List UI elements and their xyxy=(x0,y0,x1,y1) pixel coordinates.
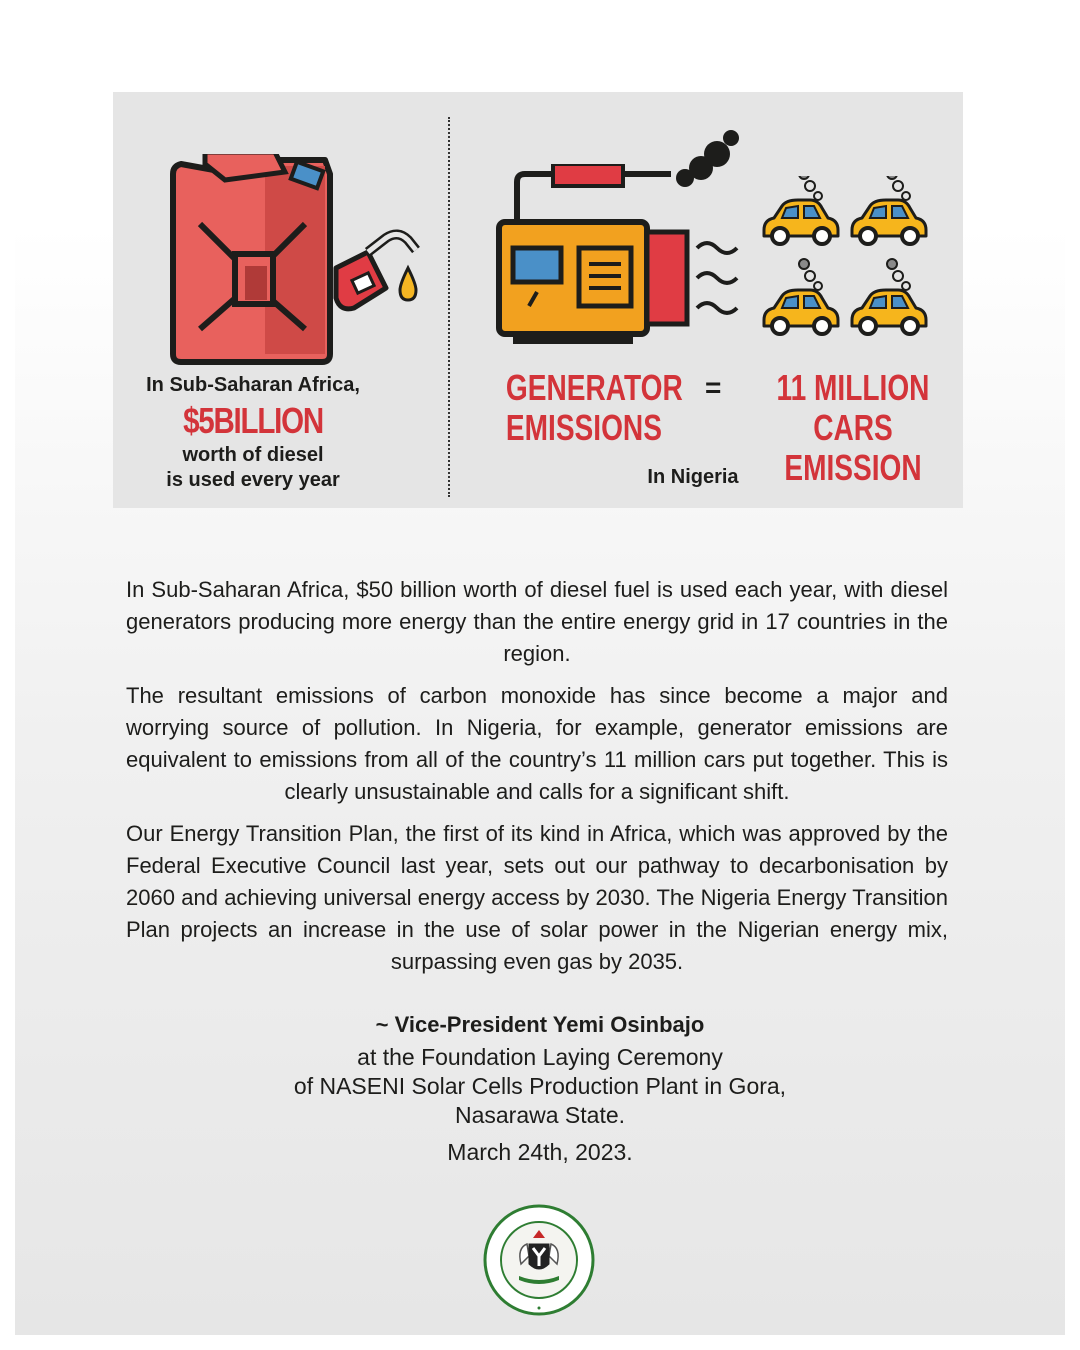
paragraph-3: Our Energy Transition Plan, the first of its kind in Africa, which was approved by the Federal Executive Council last year, sets out our pathway to decarbonisation by 2060 and achieving universal energy access by 2030. The Nigeria Energy Transition Plan projects an increase in the use of solar power in the Nigerian energy mix, surpassing even gas by 2035. xyxy=(126,821,948,974)
generator-label-line2: EMISSIONS xyxy=(505,407,662,448)
emission-waves-icon xyxy=(693,238,741,318)
diesel-caption-line4: is used every year xyxy=(166,469,340,491)
vice-president-seal-icon xyxy=(483,1204,595,1316)
event-date: March 24th, 2023. xyxy=(447,1139,633,1165)
car-icon xyxy=(764,176,838,244)
car-icon xyxy=(764,259,838,334)
cars-group-icon xyxy=(758,176,938,346)
event-line3: Nasarawa State. xyxy=(454,1102,626,1128)
cars-emission-label xyxy=(759,368,946,488)
speaker-name: ~ Vice-President Yemi Osinbajo xyxy=(375,1012,705,1037)
cars-label-line1: 11 MILLION xyxy=(776,367,930,408)
generator-label-line1: GENERATOR xyxy=(505,367,683,408)
fuel-nozzle-icon xyxy=(328,228,428,332)
divider-dotted xyxy=(448,117,450,497)
smoke-icon xyxy=(673,128,743,190)
jerry-can-icon xyxy=(165,154,335,366)
quote-body xyxy=(126,574,948,988)
infographic-panel xyxy=(113,92,963,508)
diesel-caption-line1: In Sub-Saharan Africa, xyxy=(146,374,360,396)
paragraph-2: The resultant emissions of carbon monoxide has since become a major and worrying source of pollution. In Nigeria, for example, generator emissions are equivalent to emissions from all of the country’s 11 million cars put together. This is clearly unsustainable and calls for a significant shift. xyxy=(126,683,948,804)
car-icon xyxy=(852,259,926,334)
paragraph-1: In Sub-Saharan Africa, $50 billion worth of diesel fuel is used each year, with diesel generators producing more energy than the entire energy grid in 17 countries in the region. xyxy=(126,577,948,666)
equals-sign: = xyxy=(705,372,722,403)
generator-icon xyxy=(493,164,693,350)
diesel-amount: $5BILLION xyxy=(183,400,323,441)
event-line2: of NASENI Solar Cells Production Plant in Gora, xyxy=(293,1073,787,1099)
attribution xyxy=(140,1010,940,1167)
diesel-caption xyxy=(113,374,393,491)
generator-emissions-label xyxy=(505,367,683,448)
cars-label-line2: CARS EMISSION xyxy=(784,407,922,488)
diesel-caption-line3: worth of diesel xyxy=(182,444,324,466)
event-line1: at the Foundation Laying Ceremony xyxy=(357,1044,723,1070)
location-label: In Nigeria xyxy=(647,466,739,488)
car-icon xyxy=(852,176,926,244)
